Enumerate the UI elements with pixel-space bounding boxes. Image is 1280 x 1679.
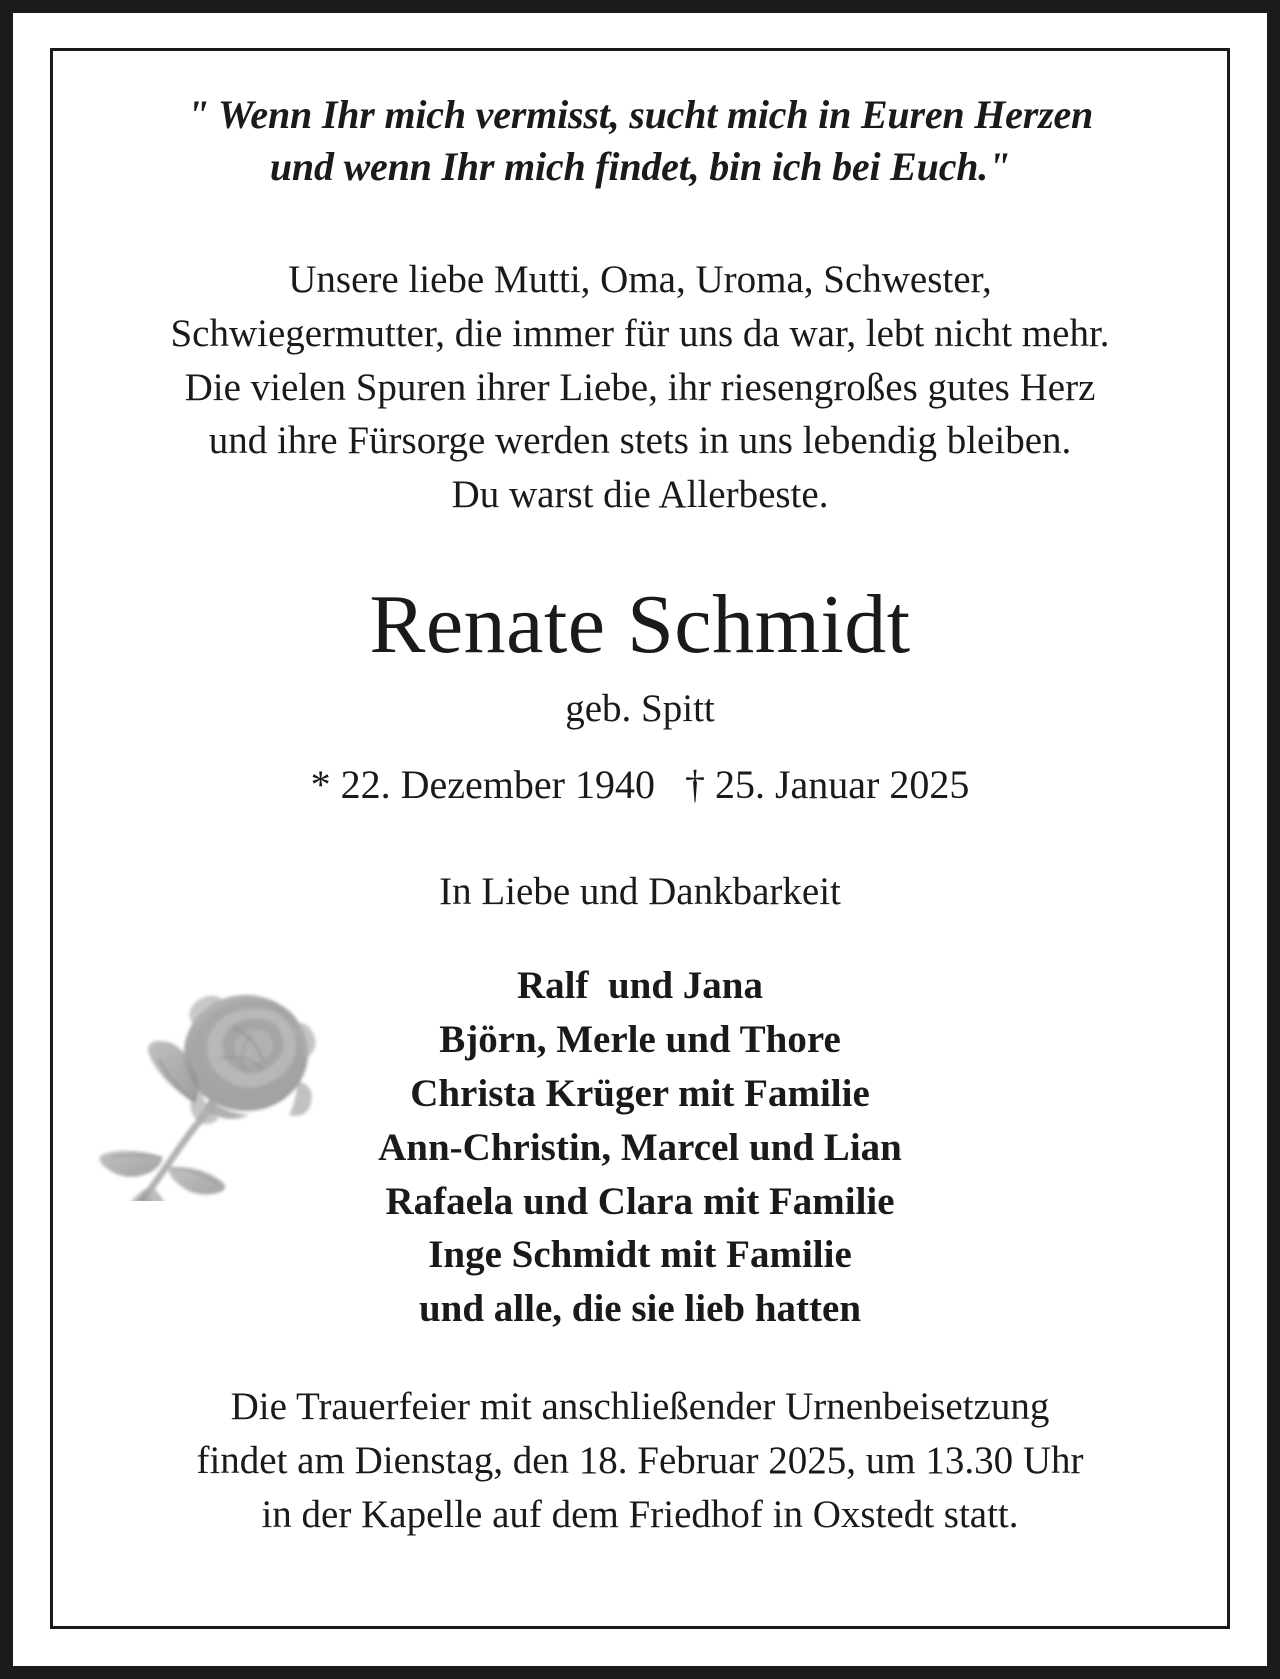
- frame-gap: [26, 26, 1254, 1653]
- life-dates: * 22. Dezember 1940 † 25. Januar 2025: [310, 761, 970, 807]
- spacer: [95, 915, 1185, 959]
- spacer: [95, 733, 1185, 761]
- list-item: Ralf und Jana: [517, 964, 763, 1008]
- spacer: [95, 522, 1185, 582]
- list-item: Björn, Merle und Thore: [439, 1018, 841, 1062]
- obituary-content: [53, 51, 1227, 1626]
- mourners-list: [95, 959, 1185, 1336]
- service-details: Die Trauerfeier mit anschließender Urnenbeisetzung findet am Dienstag, den 18. Februar 2025, um 13.30 Uhr in der Kapelle auf dem Friedhof in Oxstedt statt.: [196, 1385, 1084, 1536]
- deceased-name: Renate Schmidt: [369, 578, 911, 672]
- maiden-name: geb. Spitt: [565, 686, 715, 730]
- list-item: Christa Krüger mit Familie: [410, 1071, 870, 1115]
- epitaph-quote: " Wenn Ihr mich vermisst, sucht mich in Euren Herzen und wenn Ihr mich findet, bin ich bei Euch.": [186, 92, 1094, 189]
- spacer: [95, 193, 1185, 253]
- list-item: und alle, die sie lieb hatten: [418, 1287, 862, 1331]
- dedication-line: In Liebe und Dankbarkeit: [439, 869, 841, 913]
- list-item: Ann-Christin, Marcel und Lian: [378, 1125, 902, 1169]
- list-item: Inge Schmidt mit Familie: [428, 1233, 852, 1277]
- spacer: [95, 809, 1185, 869]
- tribute-text: Unsere liebe Mutti, Oma, Uroma, Schwester, Schwiegermutter, die immer für uns da war, lebt nicht mehr. Die vielen Spuren ihrer Liebe, ihr riesengroßes gutes Herz und ihre Fürsorge werden stets in uns lebendig bleiben. Du warst die Allerbeste.: [170, 258, 1110, 517]
- obituary-inner-border: [50, 48, 1230, 1629]
- spacer: [95, 1336, 1185, 1380]
- list-item: Rafaela und Clara mit Familie: [385, 1179, 895, 1223]
